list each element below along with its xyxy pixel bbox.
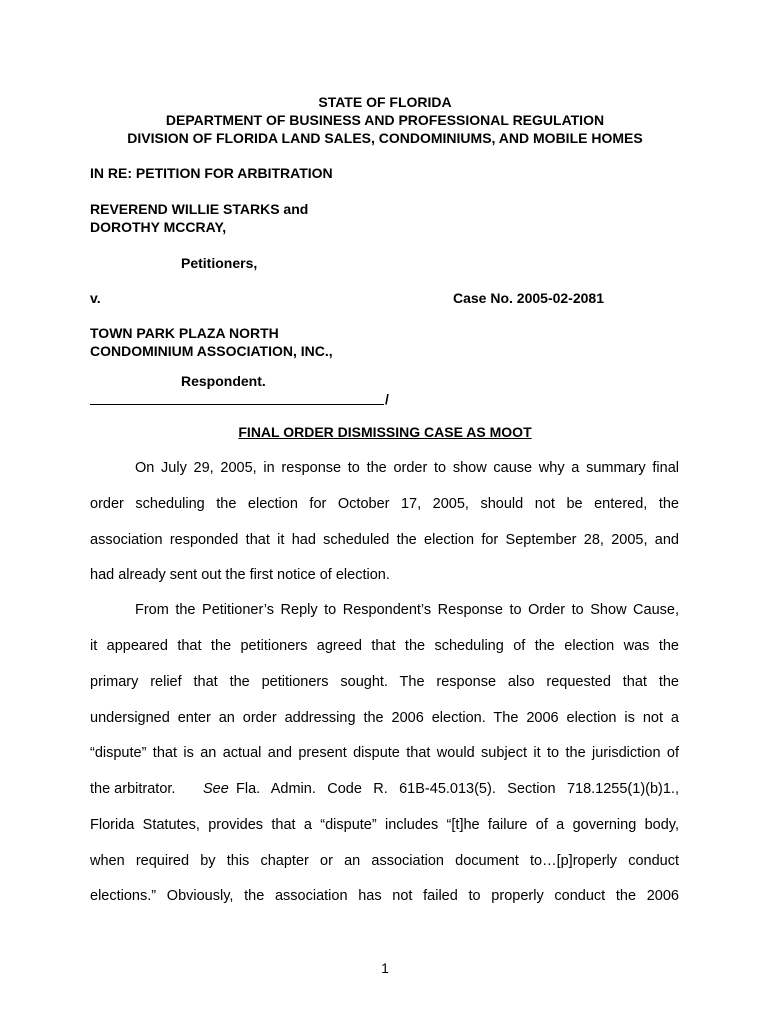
body-line: primary relief that the petitioners sought. The response also requested that the	[90, 674, 679, 690]
respondent-name-line1: TOWN PARK PLAZA NORTH	[90, 325, 279, 341]
body-line: association responded that it had scheduled the election for September 28, 2005, and	[90, 532, 679, 548]
body-line: when required by this chapter or an association document to…[p]roperly conduct	[90, 853, 679, 869]
order-title: FINAL ORDER DISMISSING CASE AS MOOT	[238, 424, 532, 440]
body-line: had already sent out the first notice of election.	[90, 567, 390, 583]
body-line: “dispute” that is an actual and present dispute that would subject it to the jurisdiction of	[90, 745, 679, 761]
body-line-prefix: the arbitrator.	[90, 781, 176, 797]
versus: v.	[90, 290, 101, 306]
heading-department: DEPARTMENT OF BUSINESS AND PROFESSIONAL REGULATION	[165, 112, 605, 128]
body-line: On July 29, 2005, in response to the order to show cause why a summary final	[135, 460, 679, 476]
body-line: order scheduling the election for October 17, 2005, should not be entered, the	[90, 496, 679, 512]
petitioner-name-line1: REVEREND WILLIE STARKS and	[90, 201, 309, 217]
body-line: it appeared that the petitioners agreed that the scheduling of the election was the	[90, 638, 679, 654]
petitioners-label: Petitioners,	[181, 255, 258, 271]
body-line: From the Petitioner’s Reply to Respondent’s Response to Order to Show Cause,	[135, 602, 679, 618]
body-line: elections.” Obviously, the association has not failed to properly conduct the 2006	[90, 888, 679, 904]
case-number: Case No. 2005-02-2081	[453, 290, 604, 306]
respondent-name-line2: CONDOMINIUM ASSOCIATION, INC.,	[90, 343, 333, 359]
respondent-label: Respondent.	[181, 373, 266, 389]
caption-underline	[90, 404, 384, 405]
caption-slash: /	[385, 391, 389, 407]
heading-state: STATE OF FLORIDA	[318, 94, 452, 110]
petitioner-name-line2: DOROTHY MCCRAY,	[90, 219, 227, 235]
body-line: Florida Statutes, provides that a “dispute” includes “[t]he failure of a governing body,	[90, 817, 679, 833]
see-signal: See	[203, 781, 229, 797]
body-line: Fla. Admin. Code R. 61B-45.013(5). Section 718.1255(1)(b)1.,	[236, 781, 679, 797]
caption-in-re: IN RE: PETITION FOR ARBITRATION	[90, 165, 333, 181]
body-line: undersigned enter an order addressing the 2006 election. The 2006 election is not a	[90, 710, 679, 726]
page-number: 1	[381, 960, 389, 976]
heading-division: DIVISION OF FLORIDA LAND SALES, CONDOMINIUMS, AND MOBILE HOMES	[127, 130, 643, 146]
